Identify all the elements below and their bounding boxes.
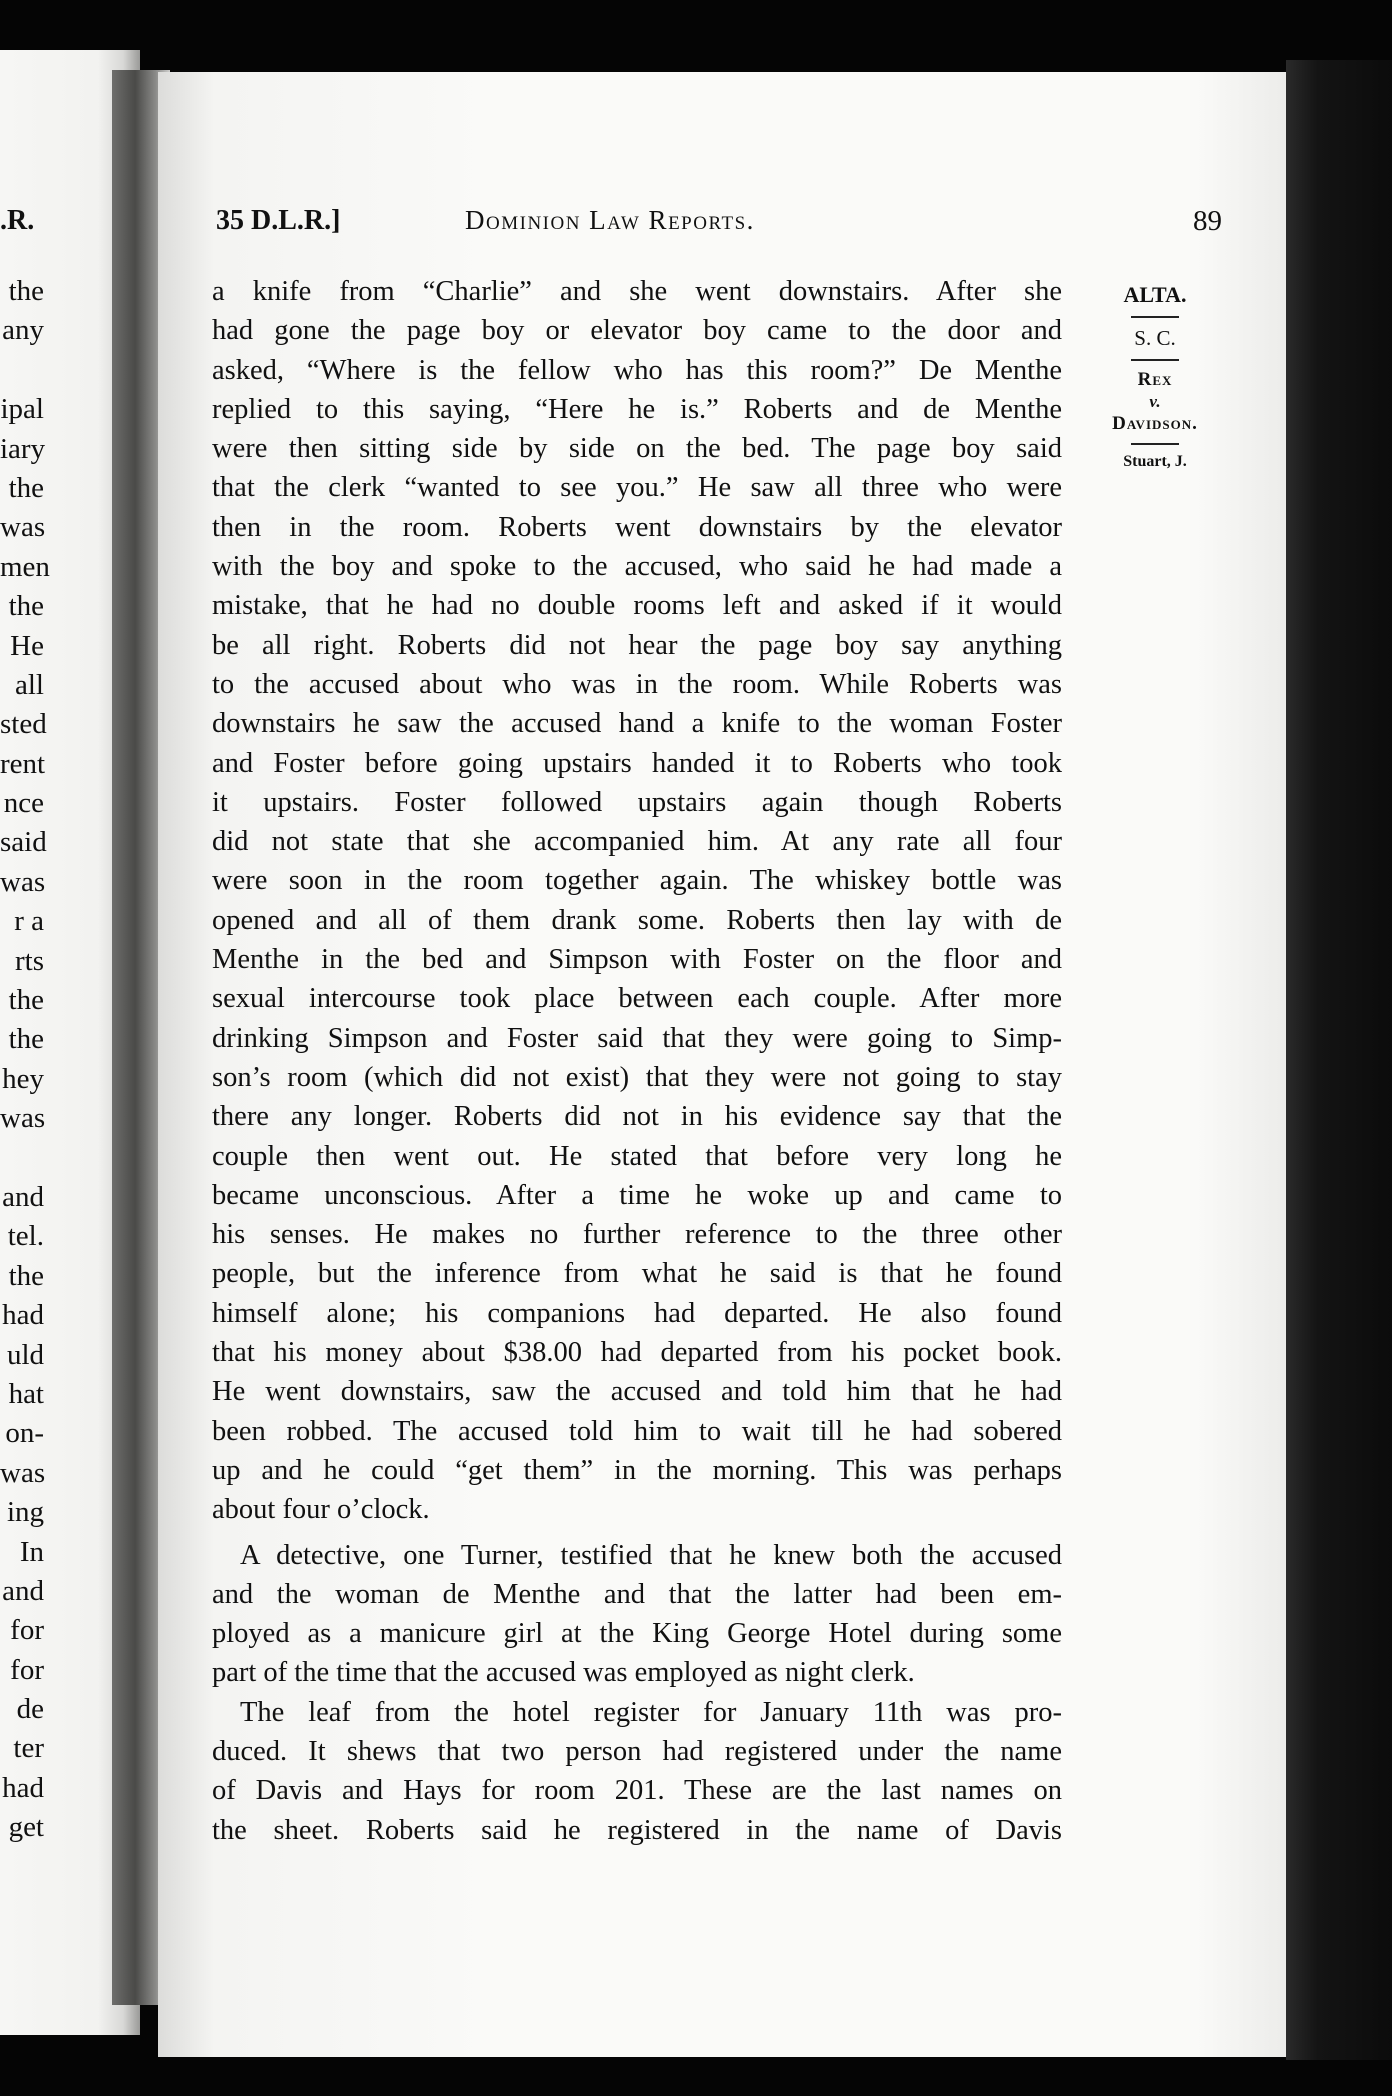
previous-page-line-end: the	[8, 1023, 44, 1056]
text-line: the sheet. Roberts said he registered in the name of Davis	[212, 1814, 1062, 1846]
previous-page-line-end: the	[8, 1259, 44, 1292]
previous-page-line-end: tel.	[7, 1220, 44, 1253]
text-line: couple then went out. He stated that before very long he	[212, 1140, 1062, 1172]
previous-page-line-end: all	[15, 668, 44, 701]
divider	[1131, 359, 1179, 361]
text-line: it upstairs. Foster followed upstairs again though Roberts	[212, 786, 1062, 818]
case-versus: v.	[1149, 392, 1161, 411]
text-line: were then sitting side by side on the bed. The page boy said	[212, 433, 1062, 465]
previous-page-line-end: sted	[0, 708, 47, 741]
previous-page-line-end: any	[2, 314, 44, 347]
previous-page-line-end: for	[10, 1614, 44, 1647]
text-line: duced. It shews that two person had registered under the name	[212, 1735, 1062, 1767]
text-line: replied to this saying, “Here he is.” Roberts and de Menthe	[212, 393, 1062, 425]
text-line: had gone the page boy or elevator boy came to the door and	[212, 315, 1062, 347]
previous-page-line-end: and	[2, 1574, 44, 1607]
province-label: ALTA.	[1123, 282, 1187, 307]
previous-page-line-end: on-	[5, 1417, 44, 1450]
case-party-1: Rex	[1137, 369, 1173, 390]
text-line: up and he could “get them” in the morning. This was perhaps	[212, 1454, 1062, 1486]
previous-page-line-end: hey	[2, 1062, 44, 1095]
paragraph	[212, 1536, 1062, 1693]
text-line: be all right. Roberts did not hear the page boy say anything	[212, 629, 1062, 661]
previous-page-line-end: the	[8, 590, 44, 623]
page-edges	[1286, 60, 1392, 2060]
text-line: sexual intercourse took place between each couple. After more	[212, 983, 1062, 1015]
previous-page-line-end: uld	[6, 1338, 44, 1371]
previous-page-line-end	[0, 1139, 44, 1178]
volume-citation: 35 D.L.R.]	[216, 205, 341, 236]
page-number: 89	[1193, 205, 1222, 237]
previous-page-line-end: ter	[13, 1732, 44, 1765]
text-line: mistake, that he had no double rooms left and asked if it would	[212, 590, 1062, 622]
previous-page-line-end: de	[16, 1693, 44, 1726]
previous-page-line-end: was	[0, 865, 46, 898]
text-line: were soon in the room together again. The whiskey bottle was	[212, 865, 1062, 897]
previous-page-line-end: ing	[6, 1496, 44, 1529]
text-line: been robbed. The accused told him to wait till he had sobered	[212, 1415, 1062, 1447]
text-line: A detective, one Turner, testified that he knew both the accused	[240, 1539, 1062, 1571]
text-line: downstairs he saw the accused hand a knife to the woman Foster	[212, 708, 1062, 740]
text-line: asked, “Where is the fellow who has this room?” De Menthe	[212, 354, 1062, 386]
publication-title: Dominion Law Reports.	[465, 205, 755, 235]
previous-page-line-end: ipal	[0, 393, 44, 426]
text-line: there any longer. Roberts did not in his evidence say that the	[212, 1101, 1062, 1133]
previous-page-line-end: had	[2, 1771, 44, 1804]
text-line: himself alone; his companions had departed. He also found	[212, 1297, 1062, 1329]
text-line: son’s room (which did not exist) that they were not going to stay	[212, 1061, 1062, 1093]
divider	[1131, 316, 1179, 318]
text-line: about four o’clock.	[212, 1494, 430, 1526]
previous-page-line-end: men	[0, 550, 50, 583]
paragraph	[212, 272, 1062, 1530]
body-text	[212, 272, 1062, 1850]
text-line: to the accused about who was in the room. While Roberts was	[212, 668, 1062, 700]
text-line: then in the room. Roberts went downstairs by the elevator	[212, 511, 1062, 543]
text-line: that his money about $38.00 had departed from his pocket book.	[212, 1337, 1062, 1369]
previous-page-line-end	[0, 351, 44, 390]
text-line: drinking Simpson and Foster said that they were going to Simp-	[212, 1022, 1062, 1054]
previous-page-line-end: the	[8, 984, 44, 1017]
previous-page-header: .R.	[0, 205, 35, 236]
previous-page-line-end: for	[10, 1653, 44, 1686]
court-label: S. C.	[1134, 326, 1176, 350]
previous-page-line-end: the	[8, 471, 44, 504]
previous-page-line-end: iary	[0, 432, 46, 465]
previous-page-line-end: was	[0, 511, 46, 544]
previous-page-line-end: r a	[14, 905, 44, 938]
judge-label: Stuart, J.	[1123, 453, 1187, 470]
previous-page-line-end: In	[19, 1535, 44, 1568]
previous-page-line-end: and	[2, 1180, 44, 1213]
text-line: opened and all of them drank some. Roberts then lay with de	[212, 904, 1062, 936]
previous-page-line-end: rts	[15, 944, 44, 977]
divider	[1131, 443, 1179, 445]
text-line: did not state that she accompanied him. At any rate all four	[212, 826, 1062, 858]
text-line: that the clerk “wanted to see you.” He saw all three who were	[212, 472, 1062, 504]
paragraph	[212, 1693, 1062, 1850]
text-line: ployed as a manicure girl at the King George Hotel during some	[212, 1618, 1062, 1650]
case-party-2: Davidson.	[1112, 413, 1198, 434]
text-line: and Foster before going upstairs handed it to Roberts who took	[212, 747, 1062, 779]
text-line: He went downstairs, saw the accused and told him that he had	[212, 1376, 1062, 1408]
previous-page-line-end: had	[2, 1299, 44, 1332]
previous-page-line-end: rent	[0, 747, 46, 780]
text-line: part of the time that the accused was employed as night clerk.	[212, 1657, 915, 1689]
running-head	[0, 205, 1392, 245]
margin-notes	[1090, 282, 1220, 471]
text-line: and the woman de Menthe and that the latter had been em-	[212, 1578, 1062, 1610]
text-line: with the boy and spoke to the accused, who said he had made a	[212, 551, 1062, 583]
text-line: became unconscious. After a time he woke up and came to	[212, 1179, 1062, 1211]
previous-page-line-end: get	[8, 1811, 44, 1844]
previous-page-line-end: the	[8, 275, 44, 307]
previous-page-line-ends	[0, 272, 50, 1848]
text-line: people, but the inference from what he said is that he found	[212, 1258, 1062, 1290]
previous-page-line-end: nce	[3, 787, 44, 820]
previous-page-line-end: was	[0, 1102, 46, 1135]
text-line: his senses. He makes no further reference to the three other	[212, 1219, 1062, 1251]
previous-page-line-end: hat	[8, 1377, 44, 1410]
text-line: The leaf from the hotel register for January 11th was pro-	[240, 1696, 1062, 1728]
previous-page-line-end: was	[0, 1456, 46, 1489]
previous-page-line-end: said	[0, 826, 47, 859]
text-line: a knife from “Charlie” and she went downstairs. After she	[212, 276, 1062, 307]
text-line: Menthe in the bed and Simpson with Foster on the floor and	[212, 944, 1062, 976]
text-line: of Davis and Hays for room 201. These are the last names on	[212, 1775, 1062, 1807]
previous-page-line-end: He	[10, 629, 44, 662]
